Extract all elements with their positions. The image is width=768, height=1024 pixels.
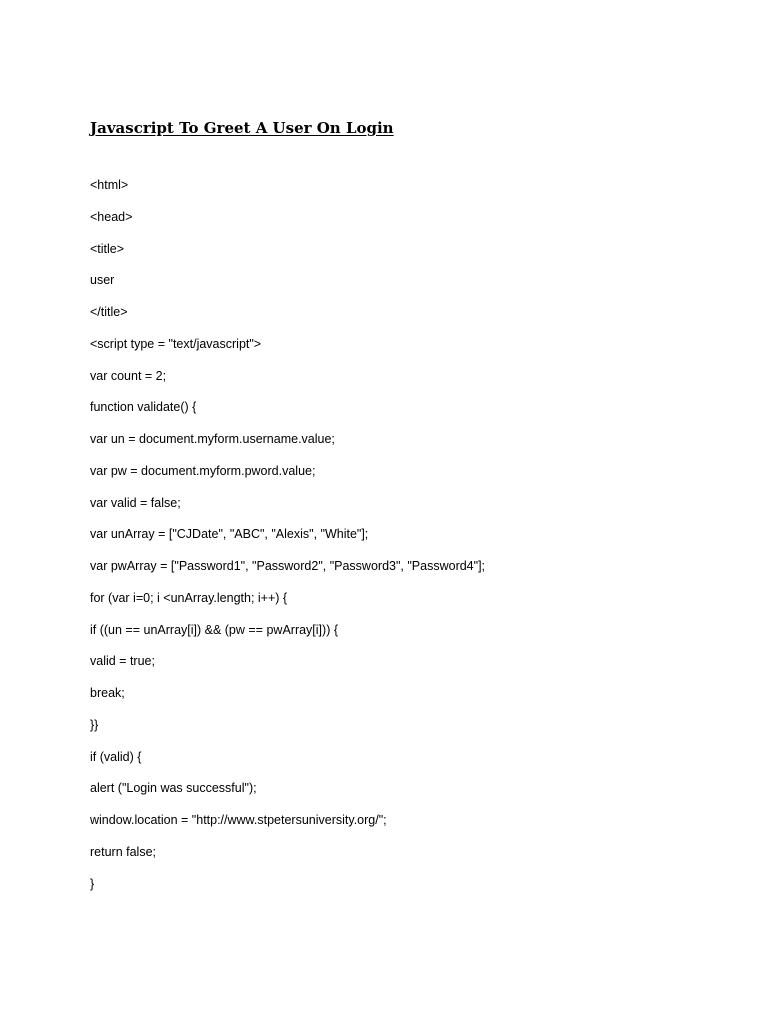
code-line: valid = true;: [90, 654, 155, 669]
code-line: if ((un == unArray[i]) && (pw == pwArray[i])) {: [90, 622, 338, 637]
code-line: }}: [90, 717, 99, 732]
code-line: <html>: [90, 178, 129, 192]
code-line: function validate() {: [90, 400, 197, 415]
code-line: <script type = "text/javascript">: [90, 336, 262, 351]
code-line: if (valid) {: [90, 749, 142, 764]
code-line: var count = 2;: [90, 368, 167, 383]
code-line: break;: [90, 686, 125, 700]
code-listing: [90, 176, 485, 906]
code-line: return false;: [90, 844, 157, 859]
code-line: var pwArray = ["Password1", "Password2", "Password3", "Password4"];: [90, 559, 486, 573]
code-line: window.location = "http://www.stpetersuniversity.org/";: [90, 813, 387, 827]
code-line: var valid = false;: [90, 495, 181, 510]
code-line: var unArray = ["CJDate", "ABC", "Alexis", "White"];: [90, 527, 369, 542]
code-line: for (var i=0; i <unArray.length; i++) {: [90, 590, 288, 605]
code-line: <head>: [90, 209, 133, 224]
document-title: Javascript To Greet A User On Login: [90, 119, 394, 137]
code-line: <title>: [90, 241, 125, 256]
code-line: var un = document.myform.username.value;: [90, 432, 335, 446]
code-line: alert ("Login was successful");: [90, 781, 257, 796]
code-line: var pw = document.myform.pword.value;: [90, 463, 316, 478]
code-line: </title>: [90, 305, 128, 319]
code-line: }: [90, 876, 95, 891]
code-line: user: [90, 273, 115, 288]
